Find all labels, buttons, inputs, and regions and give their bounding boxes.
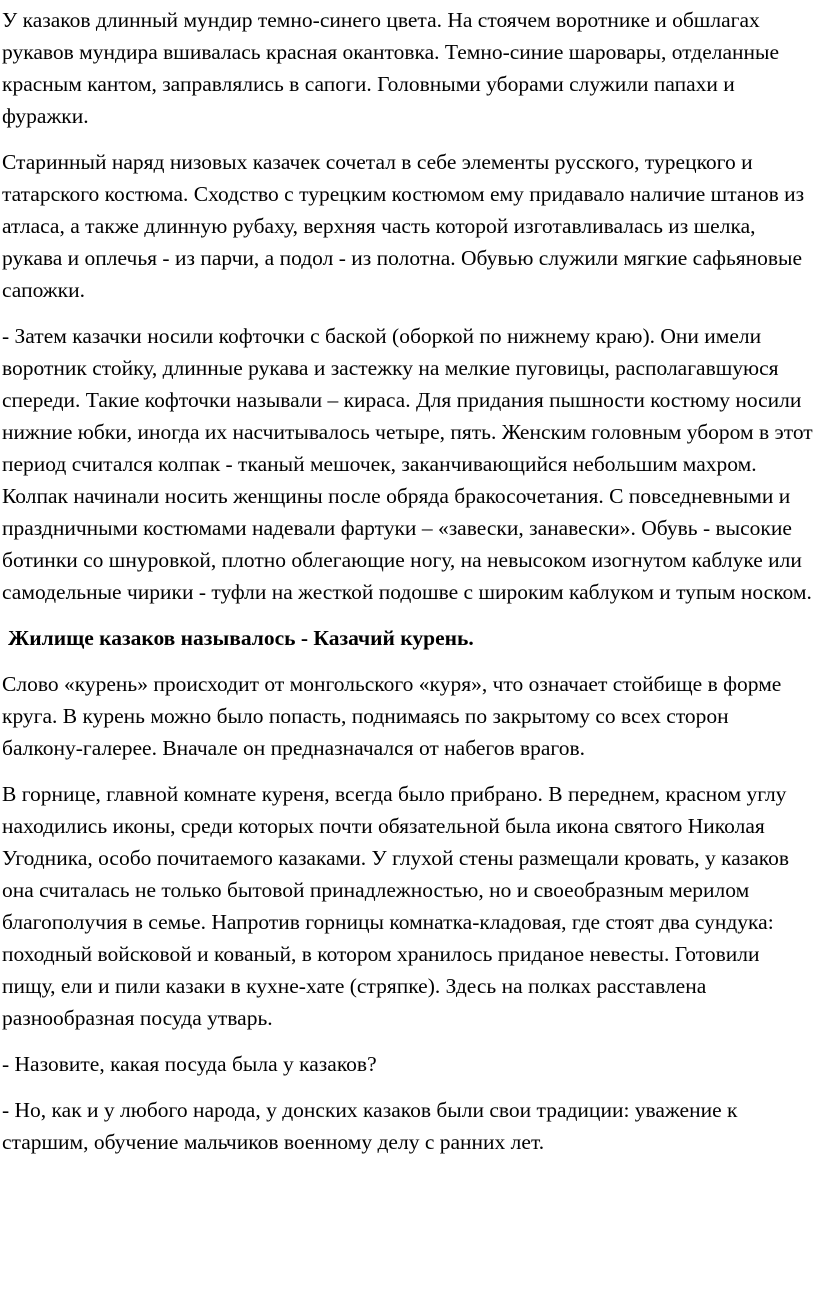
paragraph-traditions: - Но, как и у любого народа, у донских казаков были свои традиции: уважение к старшим, обучение мальчиков военному делу с ранних лет. — [2, 1098, 738, 1154]
paragraph-cossack-women-outfit: Старинный наряд низовых казачек сочетал в себе элементы русского, турецкого и татарского костюма. Сходство с турецким костюмом ему придавало наличие штанов из атласа, а также длинную рубаху, верхняя часть которой изготавливалась из шелка, рукава и оплечья - из парчи, а подол - из полотна. Обувью служили мягкие сафьяновые сапожки. — [2, 150, 805, 302]
paragraph-kuren-origin: Слово «курень» происходит от монгольского «куря», что означает стойбище в форме круга. В курень можно было попасть, поднимаясь по закрытому со всех сторон балкону-галерее. Вначале он предназначался от набегов врагов. — [2, 672, 782, 760]
document-body — [2, 4, 814, 1172]
paragraph-blouses: - Затем казачки носили кофточки с баской (оборкой по нижнему краю). Они имели воротник стойку, длинные рукава и застежку на мелкие пуговицы, располагавшуюся спереди. Такие кофточки называли – кираса. Для придания пышности костюму носили нижние юбки, иногда их насчитывалось четыре, пять. Женским головным убором в этот период считался колпак - тканый мешочек, заканчивающийся небольшим махром. Колпак начинали носить женщины после обряда бракосочетания. С повседневными и праздничными костюмами надевали фартуки – «завески, занавески». Обувь - высокие ботинки со шнуровкой, плотно облегающие ногу, на невысоком изогнутом каблуке или самодельные чирики - туфли на жесткой подошве с широким каблуком и тупым носком. — [2, 324, 813, 604]
paragraph-gornitsa: В горнице, главной комнате куреня, всегда было прибрано. В переднем, красном углу находились иконы, среди которых почти обязательной была икона святого Николая Угодника, особо почитаемого казаками. У глухой стены размещали кровать, у казаков она считалась не только бытовой принадлежностью, но и своеобразным мерилом благополучия в семье. Напротив горницы комнатка-кладовая, где стоят два сундука: походный войсковой и кованый, в котором хранилось приданое невесты. Готовили пищу, ели и пили казаки в кухне-хате (стряпке). Здесь на полках расставлена разнообразная посуда утварь. — [2, 782, 790, 1030]
paragraph-question: - Назовите, какая посуда была у казаков? — [2, 1052, 377, 1076]
section-heading: Жилище казаков называлось - Казачий курень. — [8, 626, 474, 650]
paragraph-uniform: У казаков длинный мундир темно-синего цвета. На стоячем воротнике и обшлагах рукавов мундира вшивалась красная окантовка. Темно-синие шаровары, отделанные красным кантом, заправлялись в сапоги. Головными уборами служили папахи и фуражки. — [2, 8, 780, 128]
